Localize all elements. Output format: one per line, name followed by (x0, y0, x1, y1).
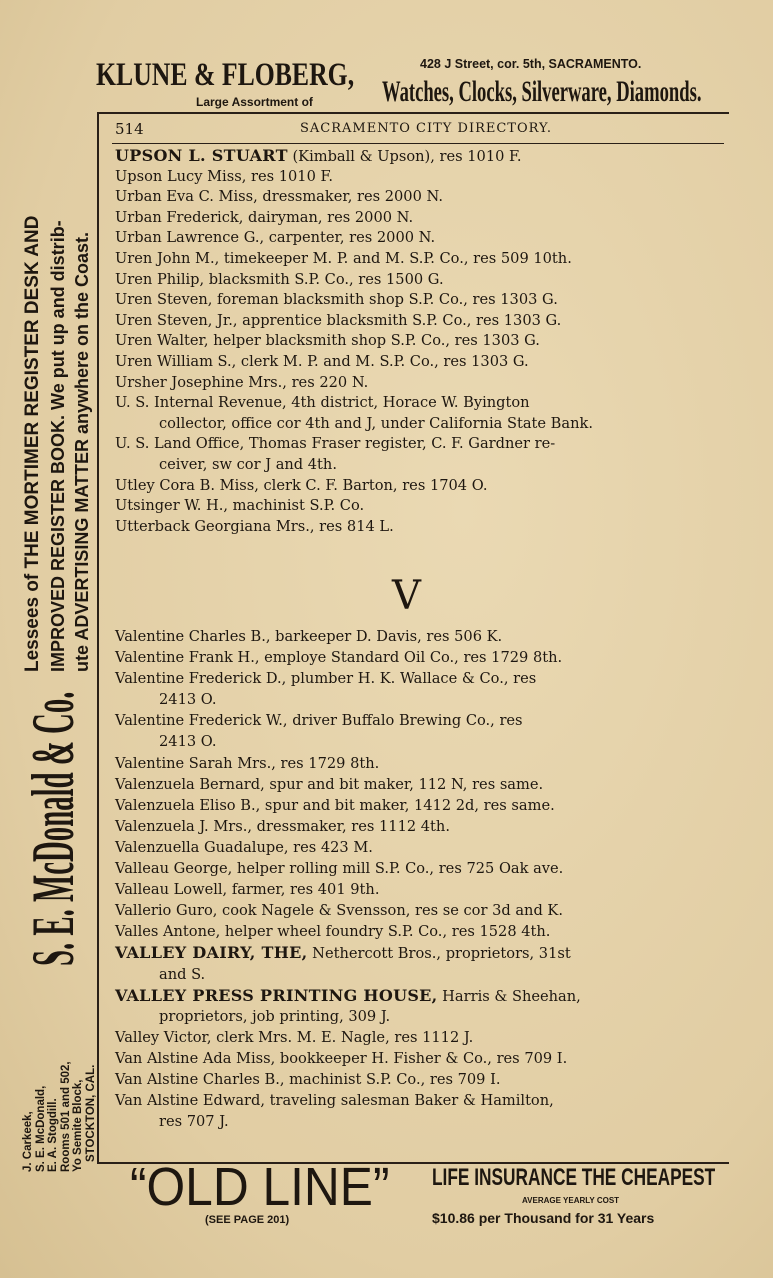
entry-text: Upson Lucy Miss, res 1010 F. (115, 167, 333, 185)
directory-entry (115, 921, 725, 942)
entry-text: Ursher Josephine Mrs., res 220 N. (115, 373, 369, 391)
entry-text: Valenzuela J. Mrs., dressmaker, res 1112 4th. (115, 817, 450, 835)
directory-entry (115, 228, 725, 249)
directory-entry (115, 517, 725, 538)
footer-ad-cost: $10.86 per Thousand for 31 Years (432, 1210, 655, 1226)
entry-text: collector, office cor 4th and J, under California State Bank. (159, 414, 593, 432)
entry-text: U. S. Land Office, Thomas Fraser register, C. F. Gardner re- (115, 435, 556, 453)
entry-text: Uren Philip, blacksmith S.P. Co., res 1500 G. (115, 270, 444, 288)
directory-entry (115, 393, 725, 414)
directory-entry (115, 985, 725, 1006)
directory-entry (115, 187, 725, 208)
partner-line: Rooms 501 and 502, (59, 1061, 72, 1172)
directory-entry (115, 942, 725, 963)
directory-entry (115, 434, 725, 455)
entry-text: Van Alstine Charles B., machinist S.P. Co., res 709 I. (115, 1070, 501, 1088)
directory-entry (115, 837, 725, 858)
directory-entry (115, 146, 725, 167)
directory-entry (115, 774, 725, 795)
entry-text: Uren Walter, helper blacksmith shop S.P. Co., res 1303 G. (115, 332, 540, 350)
entry-text: Uren John M., timekeeper M. P. and M. S.P. Co., res 509 10th. (115, 249, 572, 267)
entry-text: Uren William S., clerk M. P. and M. S.P. Co., res 1303 G. (115, 352, 529, 370)
divider (97, 112, 729, 114)
entry-text: proprietors, job printing, 309 J. (159, 1007, 391, 1025)
directory-entry (115, 167, 725, 188)
directory-entry (115, 753, 725, 774)
header-ad-name: KLUNE & FLOBERG, (96, 57, 355, 93)
entry-text: Valentine Charles B., barkeeper D. Davis, res 506 K. (115, 628, 503, 645)
section-letter: V (392, 573, 421, 619)
entry-text: Uren Steven, foreman blacksmith shop S.P. Co., res 1303 G. (115, 291, 558, 309)
entry-text: Valenzuella Guadalupe, res 423 M. (115, 838, 373, 856)
header-ad-goods: Watches, Clocks, Silverware, Diamonds. (382, 75, 702, 108)
entry-text: Valentine Sarah Mrs., res 1729 8th. (115, 754, 380, 772)
side-ad-company: S. E. McDonald & Co. (20, 691, 86, 966)
partner-line: J. Carkeek, (22, 1111, 34, 1172)
entry-text: Harris & Sheehan, (437, 987, 581, 1005)
entry-text: Urban Lawrence G., carpenter, res 2000 N. (115, 229, 436, 247)
footer-ad-avg: AVERAGE YEARLY COST (522, 1196, 620, 1205)
entry-text: Utsinger W. H., machinist S.P. Co. (115, 497, 365, 515)
entry-text: Valenzuela Eliso B., spur and bit maker, 1412 2d, res same. (115, 796, 555, 814)
entry-text: Uren Steven, Jr., apprentice blacksmith S.P. Co., res 1303 G. (115, 311, 562, 329)
directory-entry (115, 1027, 725, 1048)
header-ad-tagline: Large Assortment of (196, 95, 313, 109)
entry-bold-name: VALLEY DAIRY, THE, (115, 943, 308, 963)
entry-text: Vallerio Guro, cook Nagele & Svensson, res se cor 3d and K. (115, 902, 563, 920)
directory-entry (115, 858, 725, 879)
directory-entry (115, 476, 725, 497)
partner-line: S. E. McDonald, (34, 1085, 47, 1172)
entry-text: Utterback Georgiana Mrs., res 814 L. (115, 517, 394, 535)
entries-v (115, 626, 725, 1132)
directory-entry (115, 689, 725, 710)
entry-text: res 707 J. (159, 1113, 229, 1131)
entry-text: 2413 O. (159, 691, 217, 709)
entry-bold-name: UPSON L. STUART (115, 146, 288, 165)
entry-text: Van Alstine Ada Miss, bookkeeper H. Fisher & Co., res 709 I. (115, 1049, 568, 1067)
side-ad-line3: ute ADVERTISING MATTER anywhere on the Coast. (72, 231, 92, 672)
directory-entry (115, 311, 725, 332)
directory-entry (115, 710, 725, 731)
header-ad-address: 428 J Street, cor. 5th, SACRAMENTO. (420, 57, 642, 71)
footer-ad-headline: LIFE INSURANCE THE CHEAPEST (432, 1164, 716, 1191)
partner-line: E. A. Stogdill. (47, 1098, 59, 1172)
directory-entry (115, 668, 725, 689)
side-ad-line2: IMPROVED REGISTER BOOK. We put up and distrib- (48, 220, 68, 672)
side-ad-line1: Lessees of THE MORTIMER REGISTER DESK AND (22, 215, 43, 672)
entry-text: U. S. Internal Revenue, 4th district, Horace W. Byington (115, 394, 530, 412)
directory-entry (115, 647, 725, 668)
directory-entry (115, 290, 725, 311)
entry-text: Nethercott Bros., proprietors, 31st (307, 945, 571, 963)
directory-entry (115, 331, 725, 352)
entry-text: Valentine Frederick W., driver Buffalo Brewing Co., res (115, 712, 523, 730)
directory-entry (115, 373, 725, 394)
side-ad-partners (22, 1061, 97, 1172)
directory-entry (115, 1090, 725, 1111)
page-number: 514 (115, 120, 144, 138)
directory-entry (115, 208, 725, 229)
directory-entry (115, 731, 725, 752)
directory-entry (115, 900, 725, 921)
entry-text: Van Alstine Edward, traveling salesman Baker & Hamilton, (115, 1092, 554, 1110)
directory-entry (115, 1048, 725, 1069)
directory-entry (115, 352, 725, 373)
directory-entry (115, 1006, 725, 1027)
entry-text: (Kimball & Upson), res 1010 F. (287, 148, 522, 165)
running-head: SACRAMENTO CITY DIRECTORY. (300, 121, 553, 136)
directory-entry (115, 964, 725, 985)
entry-text: Valleau Lowell, farmer, res 401 9th. (115, 881, 380, 899)
entry-text: Valley Victor, clerk Mrs. M. E. Nagle, res 1112 J. (115, 1028, 474, 1046)
entry-text: Valleau George, helper rolling mill S.P. Co., res 725 Oak ave. (115, 860, 564, 878)
directory-entry (115, 626, 725, 647)
entry-text: Urban Frederick, dairyman, res 2000 N. (115, 208, 414, 226)
directory-entry (115, 1069, 725, 1090)
directory-entry (115, 496, 725, 517)
directory-entry (115, 879, 725, 900)
directory-entry (115, 795, 725, 816)
directory-entry (115, 816, 725, 837)
entry-text: ceiver, sw cor J and 4th. (159, 455, 337, 473)
entry-text: Valenzuela Bernard, spur and bit maker, 112 N, res same. (115, 775, 544, 793)
entry-text: Valles Antone, helper wheel foundry S.P. Co., res 1528 4th. (115, 923, 551, 941)
entry-text: Valentine Frederick D., plumber H. K. Wallace & Co., res (115, 670, 537, 688)
partner-line: Yo Semite Block, (72, 1079, 84, 1172)
partner-line: STOCKTON, CAL. (84, 1064, 97, 1162)
entry-text: Valentine Frank H., employe Standard Oil Co., res 1729 8th. (115, 649, 563, 667)
entry-text: Utley Cora B. Miss, clerk C. F. Barton, res 1704 O. (115, 476, 488, 494)
directory-entry (115, 455, 725, 476)
entries-u (115, 146, 725, 537)
directory-entry (115, 249, 725, 270)
directory-entry (115, 414, 725, 435)
footer-ad-see-page: (SEE PAGE 201) (205, 1214, 290, 1226)
entry-text: and S. (159, 965, 206, 983)
entry-bold-name: VALLEY PRESS PRINTING HOUSE, (115, 985, 438, 1005)
entry-text: Urban Eva C. Miss, dressmaker, res 2000 N. (115, 188, 443, 206)
directory-entry (115, 270, 725, 291)
divider (112, 143, 724, 144)
directory-entry (115, 1111, 725, 1132)
footer-ad-old-line: “OLD LINE” (130, 1157, 390, 1217)
entry-text: 2413 O. (159, 733, 217, 751)
divider (97, 112, 99, 1162)
